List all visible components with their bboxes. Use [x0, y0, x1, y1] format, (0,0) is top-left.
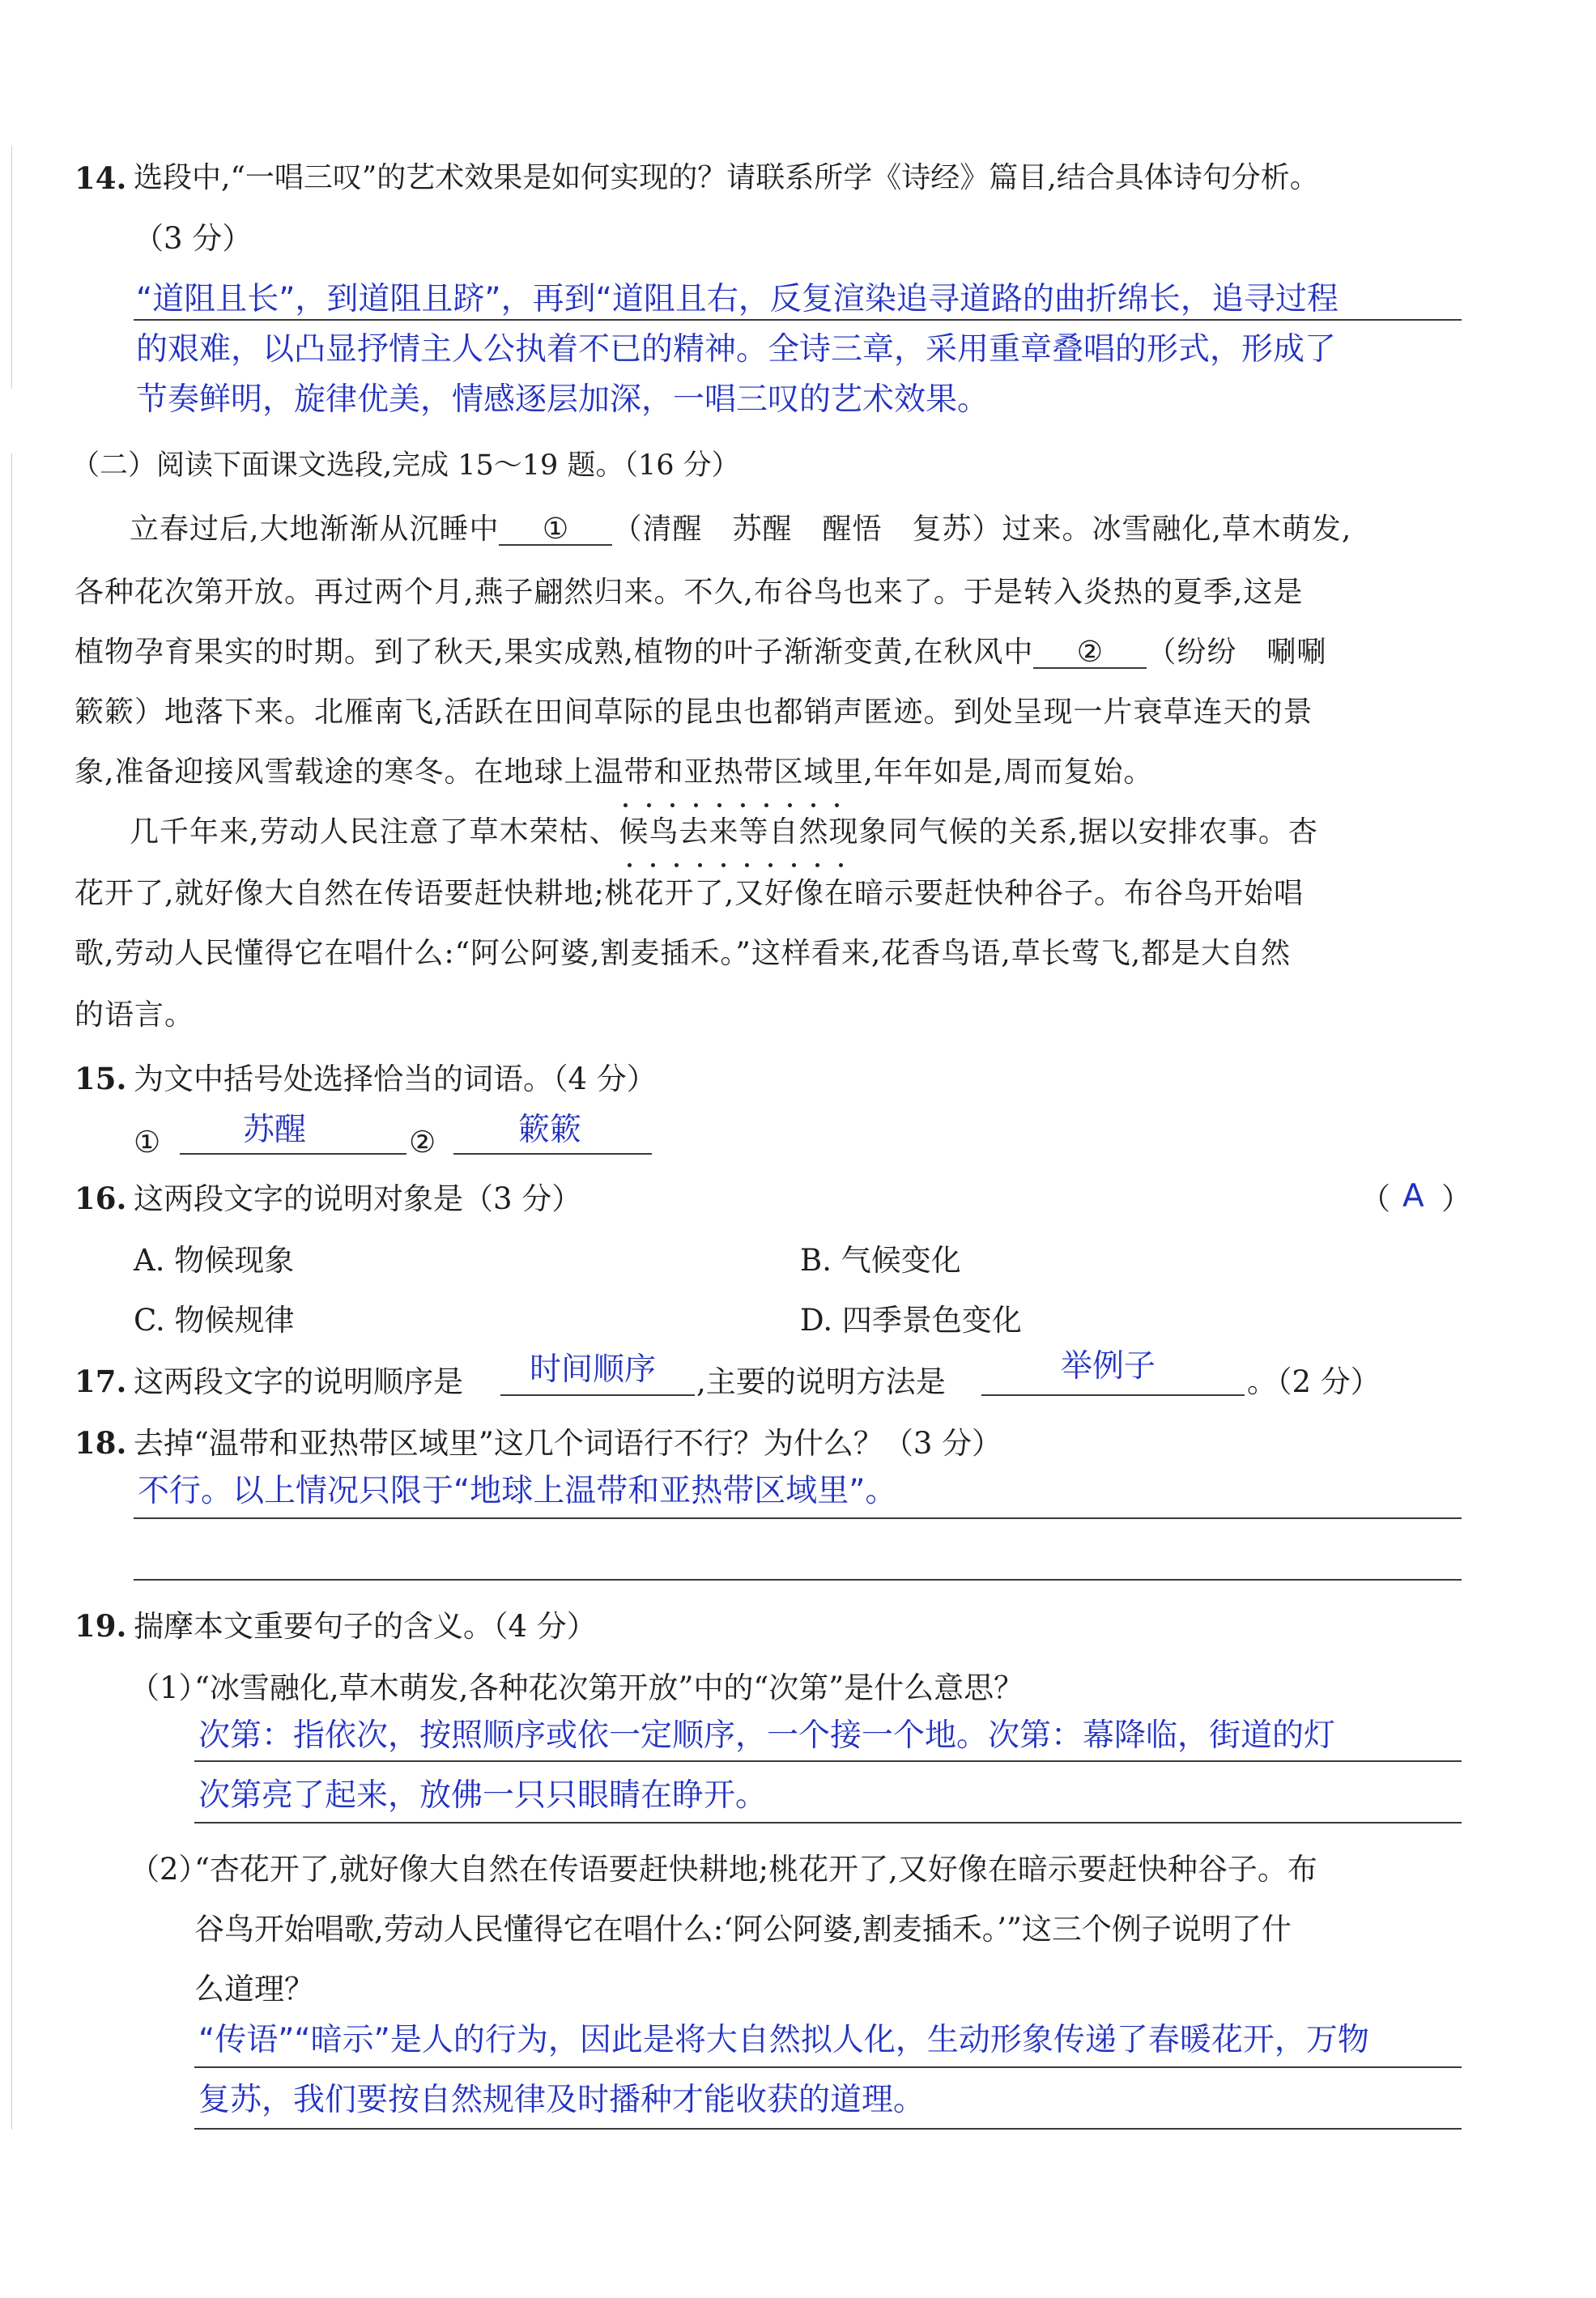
q15-label-1: ① — [134, 1125, 161, 1160]
q17-text-1: 这两段文字的说明顺序是 — [134, 1364, 463, 1399]
q19-sub1-prompt: “冰雪融化,草木萌发,各种花次第开放”中的“次第”是什么意思？ — [194, 1670, 1024, 1705]
q14-answer-line-2: 的艰难，以凸显抒情主人公执着不已的精神。全诗三章，采用重章叠唱的形式，形成了 — [136, 331, 1337, 368]
q19-sub1-answer-line-2: 次第亮了起来，放佛一只只眼睛在睁开。 — [198, 1777, 768, 1814]
passage-p1-line-4: 簌簌）地落下来。北雁南飞,活跃在田间草际的昆虫也都销声匿迹。到处呈现一片衰草连天的景 — [74, 696, 1313, 729]
q18-number: 18. — [74, 1425, 127, 1461]
q16-option-a: A. 物候现象 — [134, 1243, 295, 1278]
q14-answer-line-3: 节奏鲜明，旋律优美，情感逐层加深，一唱三叹的艺术效果。 — [136, 381, 990, 418]
passage-p1-line-5: 象,准备迎接风雪载途的寒冬。在地球上温带和亚热带区域里,年年如是,周而复始。 — [74, 755, 1154, 789]
q14-points: （3 分） — [134, 221, 253, 256]
q17-blank-2 — [981, 1394, 1245, 1396]
q14-number: 14. — [74, 160, 127, 196]
passage-p2-line-3: 歌,劳动人民懂得它在唱什么:“阿公阿婆,割麦插禾。”这样看来,花香鸟语,草长莺飞,都是大自然 — [74, 937, 1292, 970]
q19-sub2-label: （2） — [130, 1852, 209, 1887]
q19-sub1-rule-2 — [194, 1822, 1462, 1824]
q18-prompt: 去掉“温带和亚热带区域里”这几个词语行不行？为什么？（3 分） — [134, 1426, 1002, 1461]
passage-p1-line-2: 各种花次第开放。再过两个月,燕子翩然归来。不久,布谷鸟也来了。于是转入炎热的夏季,这是 — [74, 576, 1304, 609]
q16-option-b: B. 气候变化 — [800, 1243, 961, 1278]
emphasis-dots — [624, 795, 858, 803]
q19-sub1-label: （1） — [130, 1670, 209, 1705]
blank-1 — [499, 515, 612, 546]
q15-prompt: 为文中括号处选择恰当的词语。（4 分） — [134, 1062, 657, 1096]
q19-sub2-answer-line-1: “传语”“暗示”是人的行为，因此是将大自然拟人化，生动形象传递了春暖花开，万物 — [198, 2022, 1369, 2058]
q19-sub2-prompt-line-2: 谷鸟开始唱歌,劳动人民懂得它在唱什么:‘阿公阿婆,割麦插禾。’”这三个例子说明了什 — [194, 1912, 1292, 1947]
q19-sub2-answer-line-2: 复苏，我们要按自然规律及时播种才能收获的道理。 — [198, 2082, 926, 2118]
q19-sub2-rule-1 — [194, 2066, 1462, 2068]
q19-sub1-rule-1 — [194, 1760, 1462, 1762]
q16-answer: A — [1402, 1178, 1424, 1215]
passage-text: （清醒 苏醒 醒悟 复苏）过来。冰雪融化,草木萌发, — [612, 513, 1352, 546]
left-margin-line — [11, 146, 12, 389]
left-margin-line-lower — [11, 453, 12, 2130]
q18-answer-rule-2 — [134, 1579, 1462, 1581]
q15-label-2: ② — [409, 1125, 436, 1160]
q17-text-2: ,主要的说明方法是 — [696, 1364, 946, 1399]
q19-sub1-answer-line-1: 次第：指依次，按照顺序或依一定顺序，一个接一个地。次第：幕降临，街道的灯 — [198, 1717, 1336, 1754]
q19-number: 19. — [74, 1608, 127, 1644]
section2-heading: （二）阅读下面课文选段,完成 15～19 题。（16 分） — [71, 449, 740, 482]
q16-number: 16. — [74, 1181, 127, 1216]
q15-number: 15. — [74, 1061, 127, 1096]
q17-number: 17. — [74, 1364, 127, 1399]
q16-option-d: D. 四季景色变化 — [800, 1303, 1022, 1338]
blank-2 — [1033, 638, 1147, 669]
q19-sub2-prompt-line-1: “杏花开了,就好像大自然在传语要赶快耕地;桃花开了,又好像在暗示要赶快种谷子。布 — [194, 1852, 1317, 1887]
blank-2-mark: ② — [1076, 636, 1104, 669]
q15-answer-1: 苏醒 — [243, 1112, 307, 1148]
blank-1-mark: ① — [542, 513, 570, 546]
q18-answer: 不行。以上情况只限于“地球上温带和亚热带区域里”。 — [138, 1473, 897, 1509]
q18-answer-rule-1 — [134, 1517, 1462, 1519]
q16-bracket-open: （ — [1360, 1181, 1390, 1216]
q17-answer-1: 时间顺序 — [530, 1351, 657, 1388]
passage-text: （纷纷 唰唰 — [1147, 636, 1327, 669]
q16-option-c: C. 物候规律 — [134, 1303, 295, 1338]
q14-prompt: 选段中,“一唱三叹”的艺术效果是如何实现的？请联系所学《诗经》篇目,结合具体诗句分析。 — [134, 161, 1319, 194]
passage-text: 植物孕育果实的时期。到了秋天,果实成熟,植物的叶子渐渐变黄,在秋风中 — [74, 636, 1034, 669]
passage-p1-line-3 — [74, 638, 1326, 669]
emphasis-dots-2 — [628, 855, 862, 863]
q14-answer-rule-1 — [134, 319, 1462, 321]
q19-sub2-rule-2 — [194, 2128, 1462, 2130]
q17-text-3: 。（2 分） — [1247, 1364, 1381, 1399]
q15-answer-2: 簌簌 — [518, 1112, 582, 1148]
q16-prompt: 这两段文字的说明对象是（3 分） — [134, 1181, 582, 1216]
q15-blank-2 — [453, 1153, 652, 1155]
q19-sub2-prompt-line-3: 么道理？ — [194, 1972, 314, 2006]
q17-answer-2: 举例子 — [1061, 1348, 1156, 1385]
passage-text: 立春过后,大地渐渐从沉睡中 — [130, 513, 500, 546]
q15-blank-1 — [180, 1153, 406, 1155]
passage-p1-line-1 — [130, 515, 1351, 546]
q14-answer-line-1: “道阻且长”，到道阻且跻”，再到“道阻且右，反复渲染追寻道路的曲折绵长，追寻过程 — [136, 281, 1339, 317]
q17-blank-1 — [500, 1394, 695, 1396]
q19-prompt: 揣摩本文重要句子的含义。（4 分） — [134, 1609, 597, 1644]
passage-p2-line-4: 的语言。 — [74, 998, 195, 1032]
q16-bracket-close: ） — [1441, 1181, 1471, 1216]
passage-p2-line-1: 几千年来,劳动人民注意了草木荣枯、候鸟去来等自然现象同气候的关系,据以安排农事。杏 — [130, 815, 1318, 849]
passage-p2-line-2: 花开了,就好像大自然在传语要赶快耕地;桃花开了,又好像在暗示要赶快种谷子。布谷鸟开始唱 — [74, 877, 1304, 910]
